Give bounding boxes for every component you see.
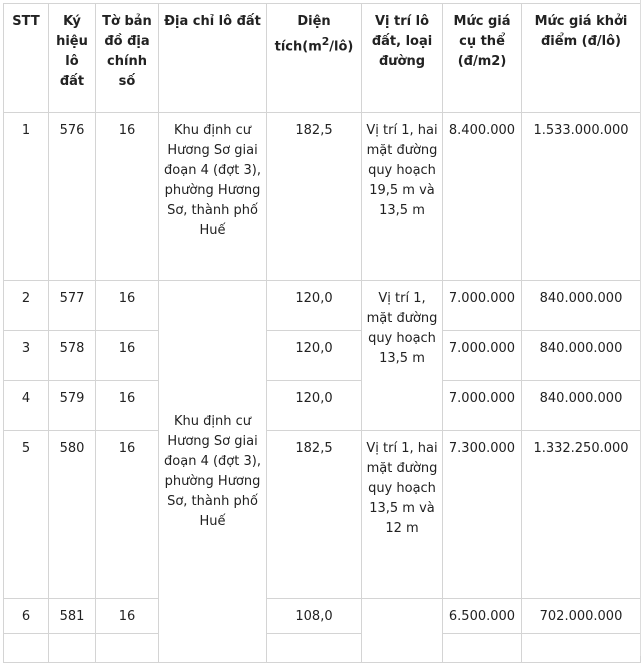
cell-ky-hieu: 577 xyxy=(49,281,96,331)
cell-to: 16 xyxy=(96,331,159,381)
header-dien-tich-sup: 2 xyxy=(321,35,330,48)
table-row xyxy=(4,599,641,634)
header-dien-tich-post: /lô) xyxy=(329,39,354,55)
cell-empty xyxy=(96,634,159,663)
header-dia-chi: Địa chỉ lô đất xyxy=(159,4,267,113)
cell-empty xyxy=(49,634,96,663)
table-row xyxy=(4,331,641,381)
table-row xyxy=(4,113,641,281)
table-row xyxy=(4,281,641,331)
cell-khoi-diem: 840.000.000 xyxy=(522,381,641,431)
cell-dien-tich: 120,0 xyxy=(267,281,362,331)
cell-ky-hieu: 581 xyxy=(49,599,96,634)
cell-gia: 6.500.000 xyxy=(443,599,522,634)
cell-to: 16 xyxy=(96,113,159,281)
cell-empty xyxy=(267,634,362,663)
page-edge-divider xyxy=(640,0,641,656)
cell-dien-tich: 120,0 xyxy=(267,381,362,431)
cell-khoi-diem: 840.000.000 xyxy=(522,281,641,331)
cell-to: 16 xyxy=(96,599,159,634)
header-vi-tri: Vị trí lô đất, loại đường xyxy=(362,4,443,113)
cell-khoi-diem: 1.332.250.000 xyxy=(522,431,641,599)
cell-gia: 7.000.000 xyxy=(443,281,522,331)
header-ky-hieu: Ký hiệu lô đất xyxy=(49,4,96,113)
header-dien-tich xyxy=(267,4,362,113)
cell-ky-hieu: 576 xyxy=(49,113,96,281)
cell-stt: 6 xyxy=(4,599,49,634)
cell-khoi-diem: 1.533.000.000 xyxy=(522,113,641,281)
cell-empty xyxy=(443,634,522,663)
table-row xyxy=(4,431,641,599)
cell-stt: 5 xyxy=(4,431,49,599)
cell-gia: 7.000.000 xyxy=(443,331,522,381)
land-lot-table xyxy=(3,3,641,663)
cell-empty xyxy=(522,634,641,663)
cell-to: 16 xyxy=(96,281,159,331)
cell-dien-tich: 182,5 xyxy=(267,431,362,599)
cell-gia: 8.400.000 xyxy=(443,113,522,281)
cell-vi-tri: Vị trí 1, hai mặt đường quy hoạch 13,5 m và 12 m xyxy=(362,431,443,599)
cell-to: 16 xyxy=(96,431,159,599)
cell-to: 16 xyxy=(96,381,159,431)
cell-dien-tich: 120,0 xyxy=(267,331,362,381)
cell-stt: 1 xyxy=(4,113,49,281)
cell-dien-tich: 182,5 xyxy=(267,113,362,281)
header-dien-tich-pre: Diện tích(m xyxy=(274,14,331,55)
cell-address: Khu định cư Hương Sơ giai đoạn 4 (đợt 3), phường Hương Sơ, thành phố Huế xyxy=(159,113,267,281)
cell-address: Khu định cư Hương Sơ giai đoạn 4 (đợt 3), phường Hương Sơ, thành phố Huế xyxy=(159,281,267,663)
cell-ky-hieu: 580 xyxy=(49,431,96,599)
cell-vi-tri: Vị trí 1, mặt đường quy hoạch 13,5 m xyxy=(362,281,443,431)
table-row xyxy=(4,634,641,663)
table-row xyxy=(4,381,641,431)
cell-ky-hieu: 579 xyxy=(49,381,96,431)
header-to-ban-do: Tờ bản đồ địa chính số xyxy=(96,4,159,113)
cell-khoi-diem: 702.000.000 xyxy=(522,599,641,634)
cell-vi-tri: Vị trí 1, hai mặt đường quy hoạch 19,5 m và 13,5 m xyxy=(362,113,443,281)
cell-empty xyxy=(4,634,49,663)
cell-ky-hieu: 578 xyxy=(49,331,96,381)
header-muc-gia-khoi-diem: Mức giá khởi điểm (đ/lô) xyxy=(522,4,641,113)
cell-vi-tri-empty xyxy=(362,599,443,663)
cell-stt: 4 xyxy=(4,381,49,431)
cell-stt: 3 xyxy=(4,331,49,381)
cell-gia: 7.000.000 xyxy=(443,381,522,431)
cell-khoi-diem: 840.000.000 xyxy=(522,331,641,381)
header-muc-gia: Mức giá cụ thể (đ/m2) xyxy=(443,4,522,113)
cell-stt: 2 xyxy=(4,281,49,331)
header-stt: STT xyxy=(4,4,49,113)
header-row xyxy=(4,4,641,113)
cell-dien-tich: 108,0 xyxy=(267,599,362,634)
cell-gia: 7.300.000 xyxy=(443,431,522,599)
